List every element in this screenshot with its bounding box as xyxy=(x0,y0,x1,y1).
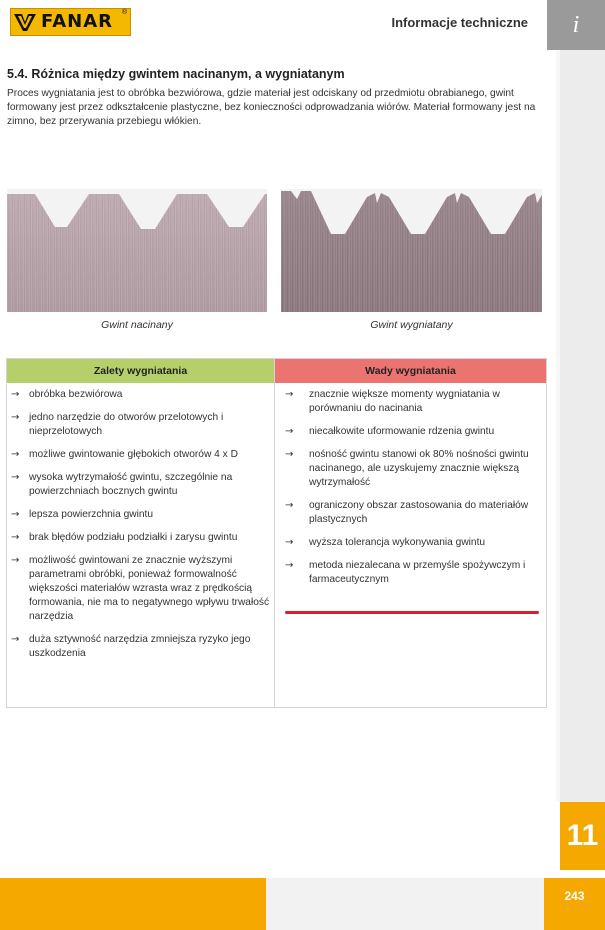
right-gutter xyxy=(560,50,605,802)
list-item: → wyższa tolerancja wykonywania gwintu xyxy=(285,537,486,548)
list-item: → obróbka bezwiórowa xyxy=(11,389,123,400)
red-highlight-underline xyxy=(285,611,539,614)
list-item: → nośność gwintu stanowi ok 80% nośności gwintu nacinanego, ale uzyskujemy znacznie większą wytrzymałość xyxy=(285,449,529,488)
chapter-number: 11 xyxy=(560,802,605,870)
intro-paragraph: Proces wygniatania jest to obróbka bezwiórowa, gdzie materiał jest odciskany od przedmiotu obrabianego, gwint formowany jest przez odkształcenie plastyczne, bez konieczności odprowadzania wiórów. Materiał formowany jest na zimno, bez przerywania przebiegu włókien. xyxy=(7,88,536,127)
arrow-right-icon: → xyxy=(285,426,294,437)
arrow-right-icon: → xyxy=(11,412,20,423)
disadvantages-list xyxy=(275,383,546,587)
fanar-logo xyxy=(10,8,131,36)
list-item: → możliwość gwintowani ze znacznie wyższymi parametrami obróbki, ponieważ formowalność większości materiałów wzrasta wraz z prędkością formowania, nie ma to negatywnego wpływu trwałość narzędzia xyxy=(11,555,270,622)
arrow-right-icon: → xyxy=(11,555,20,566)
disadvantages-header: Wady wygniatania xyxy=(275,359,546,383)
arrow-right-icon: → xyxy=(285,389,294,400)
list-item: → niecałkowite uformowanie rdzenia gwintu xyxy=(285,426,495,437)
arrow-right-icon: → xyxy=(11,532,20,543)
arrow-right-icon: → xyxy=(285,537,294,548)
list-item: → metoda niezalecana w przemyśle spożywczym i farmaceutycznym xyxy=(285,560,526,585)
page-header xyxy=(0,0,605,50)
list-item: → możliwe gwintowanie głębokich otworów 4 x D xyxy=(11,449,238,460)
section-title: 5.4. Różnica między gwintem nacinanym, a wygniatanym xyxy=(7,67,345,81)
list-item: → jedno narzędzie do otworów przelotowych i nieprzelotowych xyxy=(11,412,224,437)
arrow-right-icon: → xyxy=(285,560,294,571)
header-title: Informacje techniczne xyxy=(391,15,528,30)
logo-text: FANAR xyxy=(39,11,126,33)
list-item: → ograniczony obszar zastosowania do materiałów plastycznych xyxy=(285,500,529,525)
comparison-table xyxy=(6,358,547,708)
advantages-list xyxy=(7,383,274,661)
arrow-right-icon: → xyxy=(285,500,294,511)
page-number: 243 xyxy=(544,878,605,930)
arrow-right-icon: → xyxy=(11,509,20,520)
advantages-header: Zalety wygniatania xyxy=(7,359,274,383)
list-item: → brak błędów podziału podziałki i zarysu gwintu xyxy=(11,532,238,543)
caption-cut-thread: Gwint nacinany xyxy=(101,319,173,331)
list-item: → znacznie większe momenty wygniatania w porównaniu do nacinania xyxy=(285,389,500,414)
list-item: → duża sztywność narzędzia zmniejsza ryzyko jego uszkodzenia xyxy=(11,634,251,659)
arrow-right-icon: → xyxy=(11,449,20,460)
arrow-right-icon: → xyxy=(11,389,20,400)
list-item: → wysoka wytrzymałość gwintu, szczególnie na powierzchniach bocznych gwintu xyxy=(11,472,233,497)
caption-formed-thread: Gwint wygniatany xyxy=(370,319,453,331)
info-icon: i xyxy=(547,0,605,50)
formed-thread-photo xyxy=(281,189,542,312)
registered-mark: ® xyxy=(121,9,127,16)
arrow-right-icon: → xyxy=(285,449,294,460)
logo-v-mark-icon xyxy=(11,9,39,35)
advantages-column xyxy=(7,359,275,707)
footer-bar-middle xyxy=(266,878,544,930)
arrow-right-icon: → xyxy=(11,634,20,645)
list-item: → lepsza powierzchnia gwintu xyxy=(11,509,154,520)
footer-bar-left xyxy=(0,878,266,930)
cut-thread-photo xyxy=(7,189,267,312)
page-footer xyxy=(0,878,605,930)
disadvantages-column xyxy=(275,359,546,707)
arrow-right-icon: → xyxy=(11,472,20,483)
